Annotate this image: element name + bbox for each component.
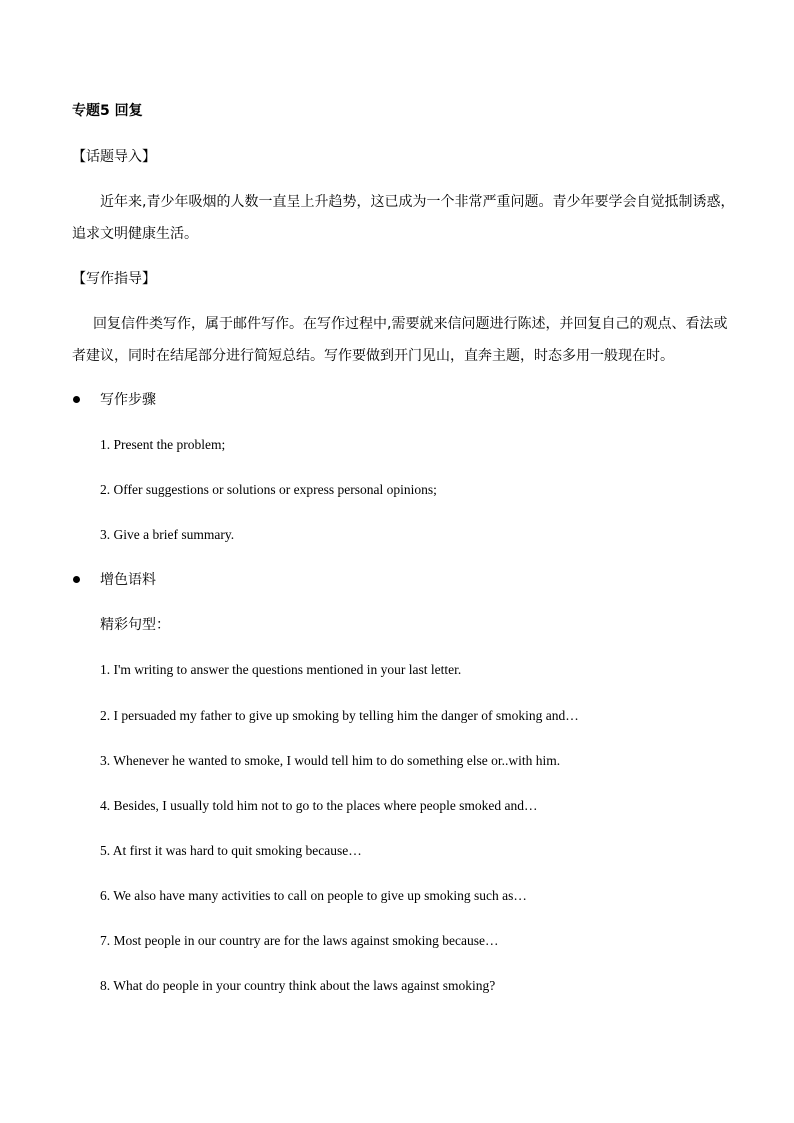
step-item: 3. Give a brief summary.	[100, 527, 235, 542]
phrase-item: 1. I'm writing to answer the questions mentioned in your last letter.	[100, 662, 462, 677]
phrases-heading: 增色语料	[100, 572, 156, 588]
intro-heading: 【话题导入】	[72, 149, 156, 165]
steps-heading: 写作步骤	[100, 392, 156, 408]
intro-paragraph-line-1: 近年来,青少年吸烟的人数一直呈上升趋势，这已成为一个非常严重问题。青少年要学会自觉抵制诱惑，	[100, 194, 735, 210]
phrase-item: 6. We also have many activities to call on people to give up smoking such as…	[100, 888, 527, 903]
guide-paragraph-line-1: 回复信件类写作，属于邮件写作。在写作过程中,需要就来信问题进行陈述，并回复自己的观点、看法或	[93, 316, 728, 332]
phrase-item: 5. At first it was hard to quit smoking because…	[100, 843, 362, 858]
step-item: 2. Offer suggestions or solutions or express personal opinions;	[100, 482, 437, 497]
guide-paragraph-line-2: 者建议，同时在结尾部分进行简短总结。写作要做到开门见山，直奔主题，时态多用一般现在时。	[72, 348, 674, 364]
phrase-item: 8. What do people in your country think about the laws against smoking?	[100, 978, 496, 993]
intro-paragraph-line-2: 追求文明健康生活。	[72, 226, 198, 242]
phrases-subheading: 精彩句型：	[100, 617, 170, 633]
phrase-item: 3. Whenever he wanted to smoke, I would tell him to do something else or..with him.	[100, 753, 561, 768]
phrase-item: 2. I persuaded my father to give up smoking by telling him the danger of smoking and…	[100, 708, 579, 723]
phrase-item: 7. Most people in our country are for the laws against smoking because…	[100, 933, 499, 948]
guide-heading: 【写作指导】	[72, 271, 156, 287]
page-title: 专题5 回复	[72, 103, 143, 119]
bullet-icon	[73, 576, 80, 583]
phrase-item: 4. Besides, I usually told him not to go to the places where people smoked and…	[100, 798, 538, 813]
step-item: 1. Present the problem;	[100, 437, 226, 452]
bullet-icon	[73, 396, 80, 403]
